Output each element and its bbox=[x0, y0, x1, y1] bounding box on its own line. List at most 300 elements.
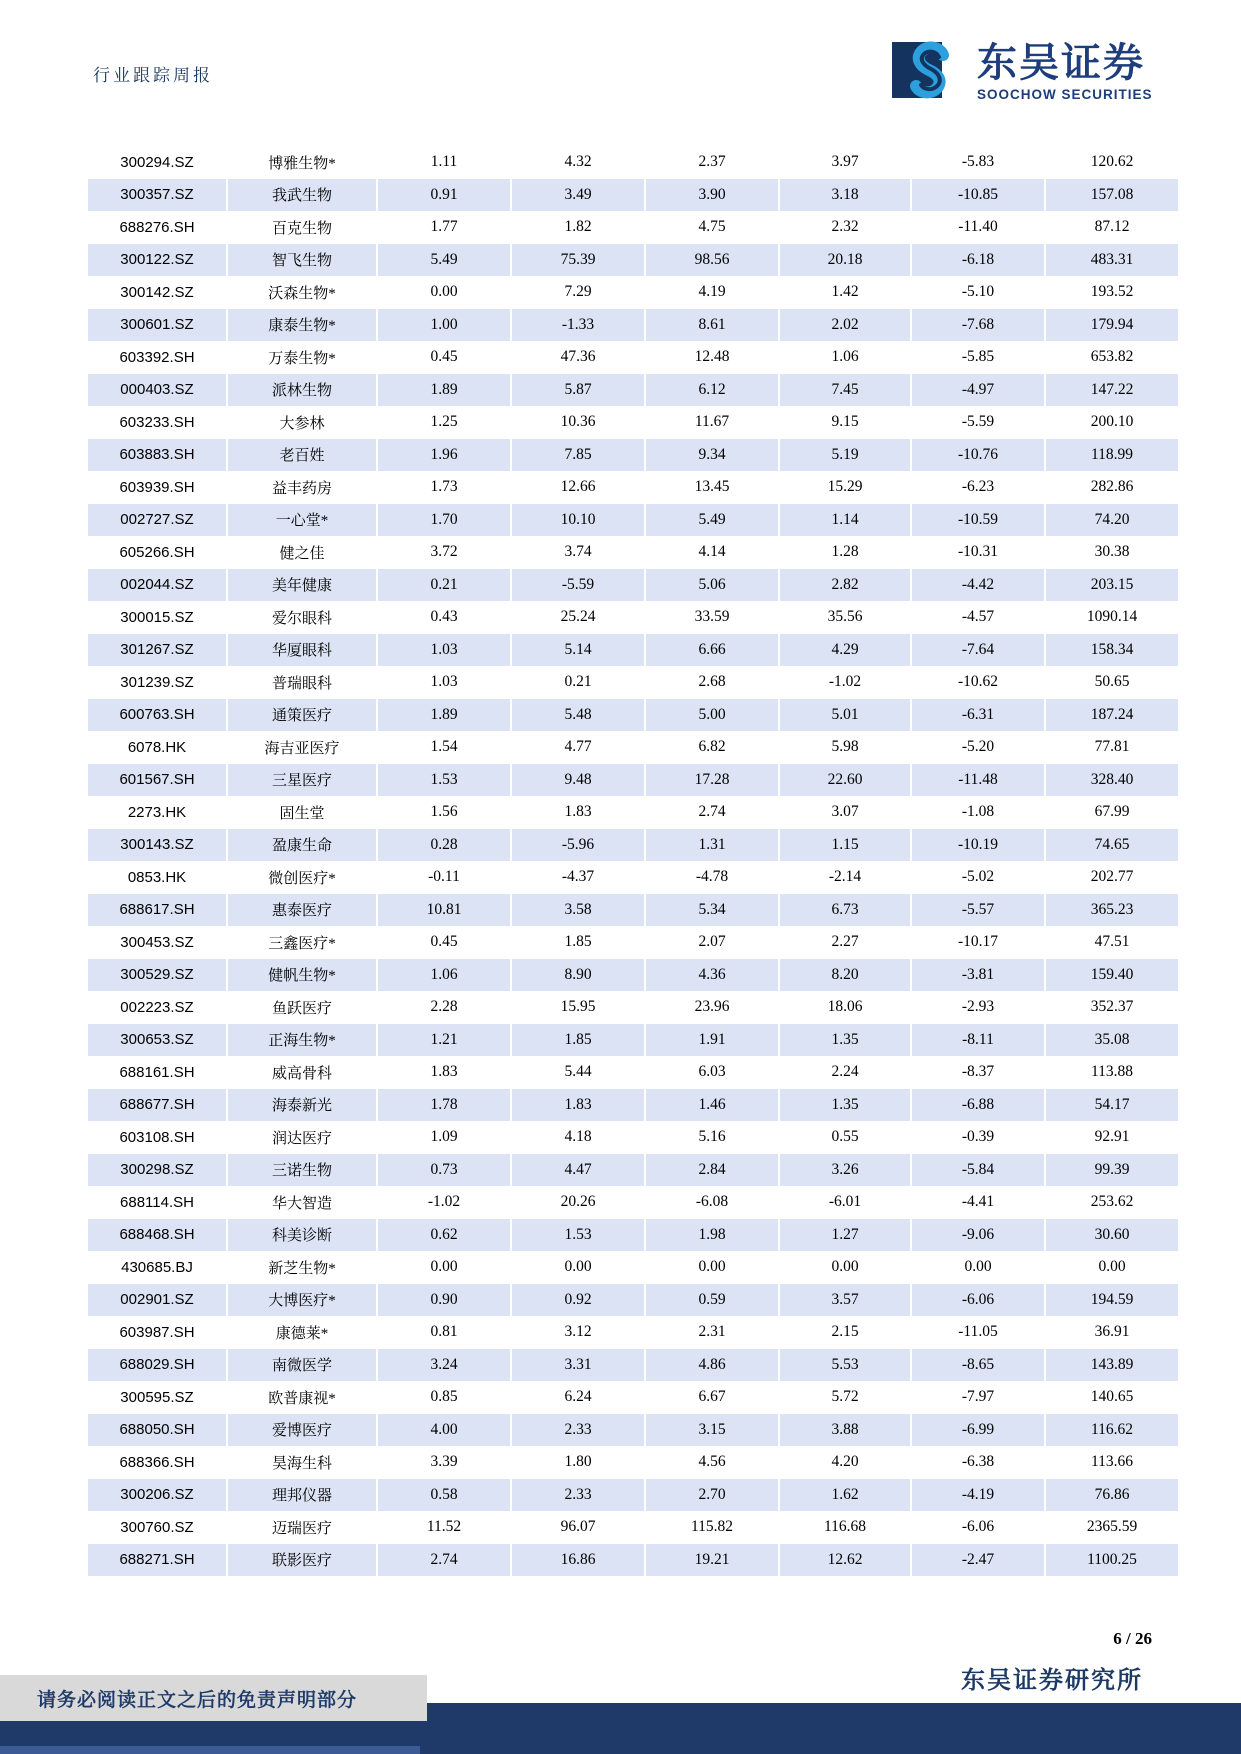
value-cell: 15.95 bbox=[512, 991, 646, 1024]
value-cell: 30.38 bbox=[1094, 543, 1130, 561]
table-row bbox=[88, 1024, 1178, 1057]
table-row bbox=[88, 666, 1178, 699]
value-cell: 2.15 bbox=[780, 1316, 912, 1349]
value-cell: 193.52 bbox=[1090, 283, 1134, 301]
stock-name-cell: 海吉亚医疗 bbox=[228, 731, 378, 764]
value-cell: 0.45 bbox=[378, 341, 512, 374]
table-row bbox=[88, 1154, 1178, 1187]
stock-code-cell: 300357.SZ bbox=[88, 179, 228, 212]
value-cell: 12.48 bbox=[646, 341, 780, 374]
value-cell: 0.00 bbox=[512, 1251, 646, 1284]
value-cell: 1.53 bbox=[512, 1219, 646, 1252]
stock-name-cell: 智飞生物 bbox=[228, 244, 378, 277]
value-cell: 74.20 bbox=[1046, 504, 1178, 537]
table-row bbox=[88, 569, 1178, 602]
value-cell: 4.00 bbox=[378, 1414, 512, 1447]
stock-name-cell: 科美诊断 bbox=[228, 1219, 378, 1252]
value-cell: 5.98 bbox=[780, 731, 912, 764]
value-cell: -4.78 bbox=[646, 861, 780, 894]
stock-name-cell: 盈康生命 bbox=[228, 829, 378, 862]
value-cell: -4.37 bbox=[512, 861, 646, 894]
value-cell: 0.00 bbox=[646, 1251, 780, 1284]
value-cell: 3.12 bbox=[512, 1316, 646, 1349]
value-cell: 17.28 bbox=[646, 764, 780, 797]
value-cell: 1.78 bbox=[378, 1089, 512, 1122]
value-cell: 0.00 bbox=[1098, 1258, 1126, 1276]
value-cell: 6.24 bbox=[512, 1381, 646, 1414]
table-row bbox=[88, 1446, 1178, 1479]
value-cell: 0.90 bbox=[378, 1284, 512, 1317]
value-cell: 0.59 bbox=[646, 1284, 780, 1317]
value-cell: 87.12 bbox=[1094, 218, 1130, 236]
stock-name-cell: 美年健康 bbox=[228, 569, 378, 602]
value-cell: 2.37 bbox=[646, 146, 780, 179]
value-cell: -5.20 bbox=[912, 731, 1046, 764]
stock-code-cell: 300453.SZ bbox=[88, 926, 228, 959]
value-cell: 352.37 bbox=[1090, 998, 1134, 1016]
stock-name-cell: 爱博医疗 bbox=[228, 1414, 378, 1447]
value-cell: 202.77 bbox=[1090, 868, 1134, 886]
value-cell: 483.31 bbox=[1046, 244, 1178, 277]
value-cell: -6.23 bbox=[912, 471, 1046, 504]
value-cell: 96.07 bbox=[512, 1511, 646, 1544]
table-row bbox=[88, 439, 1178, 472]
stock-code-cell: 300529.SZ bbox=[88, 959, 228, 992]
stock-name-cell: 普瑞眼科 bbox=[228, 666, 378, 699]
table-row bbox=[88, 1316, 1178, 1349]
stock-name-cell: 惠泰医疗 bbox=[228, 894, 378, 927]
value-cell: 0.85 bbox=[378, 1381, 512, 1414]
stock-name-cell: 健帆生物* bbox=[228, 959, 378, 992]
value-cell: 6.03 bbox=[646, 1056, 780, 1089]
value-cell: 0.45 bbox=[378, 926, 512, 959]
stock-code-cell: 430685.BJ bbox=[88, 1251, 228, 1284]
value-cell: 3.88 bbox=[780, 1414, 912, 1447]
value-cell: -10.76 bbox=[912, 439, 1046, 472]
value-cell: 3.58 bbox=[512, 894, 646, 927]
stock-name-cell: 理邦仪器 bbox=[228, 1479, 378, 1512]
table-row bbox=[88, 471, 1178, 504]
value-cell: 74.65 bbox=[1046, 829, 1178, 862]
value-cell: 3.07 bbox=[780, 796, 912, 829]
stock-code-cell: 000403.SZ bbox=[88, 374, 228, 407]
value-cell: 30.60 bbox=[1046, 1219, 1178, 1252]
value-cell: 1090.14 bbox=[1086, 608, 1138, 626]
value-cell: 4.19 bbox=[646, 276, 780, 309]
value-cell: 36.91 bbox=[1094, 1323, 1130, 1341]
stock-code-cell: 300294.SZ bbox=[88, 146, 228, 179]
value-cell: -4.41 bbox=[912, 1186, 1046, 1219]
value-cell: 1.62 bbox=[780, 1479, 912, 1512]
table-row bbox=[88, 211, 1178, 244]
stock-code-cell: 300206.SZ bbox=[88, 1479, 228, 1512]
value-cell: -5.59 bbox=[912, 406, 1046, 439]
value-cell: 2.74 bbox=[646, 796, 780, 829]
value-cell: 5.53 bbox=[780, 1349, 912, 1382]
stock-name-cell: 南微医学 bbox=[228, 1349, 378, 1382]
stock-code-cell: 688029.SH bbox=[88, 1349, 228, 1382]
value-cell: 1.70 bbox=[378, 504, 512, 537]
value-cell: -7.97 bbox=[912, 1381, 1046, 1414]
value-cell: -1.33 bbox=[512, 309, 646, 342]
stock-code-cell: 002901.SZ bbox=[88, 1284, 228, 1317]
table-row bbox=[88, 926, 1178, 959]
value-cell: 4.29 bbox=[780, 634, 912, 667]
value-cell: 50.65 bbox=[1094, 673, 1130, 691]
table-row bbox=[88, 504, 1178, 537]
value-cell: 10.81 bbox=[378, 894, 512, 927]
value-cell: 1.25 bbox=[378, 406, 512, 439]
value-cell: 4.14 bbox=[646, 536, 780, 569]
value-cell: -0.39 bbox=[912, 1121, 1046, 1154]
value-cell: 92.91 bbox=[1094, 1128, 1130, 1146]
value-cell: 140.65 bbox=[1090, 1388, 1134, 1406]
stock-code-cell: 300595.SZ bbox=[88, 1381, 228, 1414]
value-cell: 99.39 bbox=[1046, 1154, 1178, 1187]
stock-name-cell: 欧普康视* bbox=[228, 1381, 378, 1414]
table-row bbox=[88, 731, 1178, 764]
value-cell: 1.35 bbox=[780, 1089, 912, 1122]
value-cell: -10.19 bbox=[912, 829, 1046, 862]
value-cell: -5.85 bbox=[912, 341, 1046, 374]
stock-name-cell: 联影医疗 bbox=[228, 1544, 378, 1577]
value-cell: 5.19 bbox=[780, 439, 912, 472]
value-cell: 116.62 bbox=[1046, 1414, 1178, 1447]
value-cell: -10.17 bbox=[912, 926, 1046, 959]
value-cell: -6.88 bbox=[912, 1089, 1046, 1122]
stock-name-cell: 海泰新光 bbox=[228, 1089, 378, 1122]
value-cell: 1.09 bbox=[378, 1121, 512, 1154]
table-row bbox=[88, 1381, 1178, 1414]
stock-name-cell: 老百姓 bbox=[228, 439, 378, 472]
value-cell: 1.89 bbox=[378, 699, 512, 732]
value-cell: 0.43 bbox=[378, 601, 512, 634]
value-cell: 5.49 bbox=[646, 504, 780, 537]
stock-code-cell: 688276.SH bbox=[88, 211, 228, 244]
value-cell: 3.15 bbox=[646, 1414, 780, 1447]
value-cell: -8.37 bbox=[912, 1056, 1046, 1089]
stock-code-cell: 002727.SZ bbox=[88, 504, 228, 537]
value-cell: 115.82 bbox=[646, 1511, 780, 1544]
value-cell: 157.08 bbox=[1046, 179, 1178, 212]
value-cell: 7.45 bbox=[780, 374, 912, 407]
value-cell: 143.89 bbox=[1046, 1349, 1178, 1382]
value-cell: 4.36 bbox=[646, 959, 780, 992]
value-cell: 10.10 bbox=[512, 504, 646, 537]
value-cell: -2.93 bbox=[912, 991, 1046, 1024]
value-cell: 1.00 bbox=[378, 309, 512, 342]
value-cell: -1.02 bbox=[780, 666, 912, 699]
value-cell: 0.81 bbox=[378, 1316, 512, 1349]
table-row bbox=[88, 796, 1178, 829]
value-cell: 22.60 bbox=[780, 764, 912, 797]
value-cell: 2.27 bbox=[780, 926, 912, 959]
stock-name-cell: 三星医疗 bbox=[228, 764, 378, 797]
footer-bar-accent bbox=[0, 1746, 420, 1754]
stock-name-cell: 通策医疗 bbox=[228, 699, 378, 732]
value-cell: 0.91 bbox=[378, 179, 512, 212]
stock-name-cell: 爱尔眼科 bbox=[228, 601, 378, 634]
value-cell: 0.00 bbox=[780, 1251, 912, 1284]
value-cell: 2.28 bbox=[378, 991, 512, 1024]
value-cell: 3.18 bbox=[780, 179, 912, 212]
value-cell: 47.51 bbox=[1094, 933, 1130, 951]
value-cell: 1.42 bbox=[780, 276, 912, 309]
value-cell: 365.23 bbox=[1046, 894, 1178, 927]
value-cell: -4.57 bbox=[912, 601, 1046, 634]
value-cell: 1.54 bbox=[378, 731, 512, 764]
value-cell: 2.33 bbox=[512, 1414, 646, 1447]
value-cell: 6.73 bbox=[780, 894, 912, 927]
value-cell: 6.67 bbox=[646, 1381, 780, 1414]
value-cell: 5.72 bbox=[780, 1381, 912, 1414]
value-cell: 253.62 bbox=[1090, 1193, 1134, 1211]
table-row bbox=[88, 1186, 1178, 1219]
value-cell: 1.03 bbox=[378, 666, 512, 699]
stock-name-cell: 正海生物* bbox=[228, 1024, 378, 1057]
value-cell: 1.35 bbox=[780, 1024, 912, 1057]
value-cell: 9.15 bbox=[780, 406, 912, 439]
table-row bbox=[88, 1414, 1178, 1447]
stock-code-cell: 6078.HK bbox=[88, 731, 228, 764]
value-cell: 33.59 bbox=[646, 601, 780, 634]
stock-code-cell: 601567.SH bbox=[88, 764, 228, 797]
value-cell: -1.08 bbox=[912, 796, 1046, 829]
value-cell: -10.59 bbox=[912, 504, 1046, 537]
value-cell: 1.91 bbox=[646, 1024, 780, 1057]
table-row bbox=[88, 861, 1178, 894]
table-row bbox=[88, 1121, 1178, 1154]
brand-name-cn: 东吴证券 bbox=[977, 40, 1145, 85]
value-cell: 1.85 bbox=[512, 1024, 646, 1057]
stock-name-cell: 派林生物 bbox=[228, 374, 378, 407]
value-cell: -10.85 bbox=[912, 179, 1046, 212]
stock-name-cell: 迈瑞医疗 bbox=[228, 1511, 378, 1544]
value-cell: -8.11 bbox=[912, 1024, 1046, 1057]
value-cell: 1.11 bbox=[378, 146, 512, 179]
table-row bbox=[88, 1251, 1178, 1284]
table-row bbox=[88, 536, 1178, 569]
stock-code-cell: 603987.SH bbox=[88, 1316, 228, 1349]
stock-code-cell: 603883.SH bbox=[88, 439, 228, 472]
value-cell: 11.52 bbox=[378, 1511, 512, 1544]
value-cell: 9.34 bbox=[646, 439, 780, 472]
stock-name-cell: 康泰生物* bbox=[228, 309, 378, 342]
value-cell: 653.82 bbox=[1090, 348, 1134, 366]
value-cell: 8.20 bbox=[780, 959, 912, 992]
value-cell: 147.22 bbox=[1046, 374, 1178, 407]
value-cell: 1.21 bbox=[378, 1024, 512, 1057]
value-cell: 2.70 bbox=[646, 1479, 780, 1512]
value-cell: 76.86 bbox=[1046, 1479, 1178, 1512]
value-cell: 2.24 bbox=[780, 1056, 912, 1089]
value-cell: 2.68 bbox=[646, 666, 780, 699]
stock-code-cell: 300142.SZ bbox=[88, 276, 228, 309]
value-cell: 16.86 bbox=[512, 1544, 646, 1577]
value-cell: 2.31 bbox=[646, 1316, 780, 1349]
stock-name-cell: 一心堂* bbox=[228, 504, 378, 537]
value-cell: 4.77 bbox=[512, 731, 646, 764]
value-cell: 1.73 bbox=[378, 471, 512, 504]
stock-name-cell: 大参林 bbox=[228, 406, 378, 439]
value-cell: 159.40 bbox=[1046, 959, 1178, 992]
value-cell: 194.59 bbox=[1046, 1284, 1178, 1317]
value-cell: 1.14 bbox=[780, 504, 912, 537]
value-cell: 7.85 bbox=[512, 439, 646, 472]
table-row bbox=[88, 1219, 1178, 1252]
table-row bbox=[88, 179, 1178, 212]
value-cell: 8.90 bbox=[512, 959, 646, 992]
value-cell: 2.07 bbox=[646, 926, 780, 959]
value-cell: 15.29 bbox=[780, 471, 912, 504]
value-cell: -6.08 bbox=[646, 1186, 780, 1219]
stock-code-cell: 2273.HK bbox=[88, 796, 228, 829]
value-cell: 2365.59 bbox=[1086, 1518, 1138, 1536]
stock-code-cell: 603392.SH bbox=[88, 341, 228, 374]
value-cell: 0.21 bbox=[378, 569, 512, 602]
value-cell: 1.83 bbox=[512, 796, 646, 829]
value-cell: 35.56 bbox=[780, 601, 912, 634]
research-institute-label: 东吴证券研究所 bbox=[961, 1668, 1143, 1694]
value-cell: 3.49 bbox=[512, 179, 646, 212]
value-cell: 0.55 bbox=[780, 1121, 912, 1154]
page-number: 6 / 26 bbox=[1113, 1629, 1152, 1648]
stock-code-cell: 600763.SH bbox=[88, 699, 228, 732]
value-cell: 0.73 bbox=[378, 1154, 512, 1187]
value-cell: 12.66 bbox=[512, 471, 646, 504]
value-cell: 3.97 bbox=[780, 146, 912, 179]
disclaimer-text: 请务必阅读正文之后的免责声明部分 bbox=[37, 1689, 358, 1711]
value-cell: 120.62 bbox=[1090, 153, 1134, 171]
value-cell: 5.01 bbox=[780, 699, 912, 732]
stock-code-cell: 603108.SH bbox=[88, 1121, 228, 1154]
table-row bbox=[88, 309, 1178, 342]
value-cell: -5.57 bbox=[912, 894, 1046, 927]
value-cell: 25.24 bbox=[512, 601, 646, 634]
stock-code-cell: 603233.SH bbox=[88, 406, 228, 439]
stock-code-cell: 688366.SH bbox=[88, 1446, 228, 1479]
stock-name-cell: 百克生物 bbox=[228, 211, 378, 244]
value-cell: 0.28 bbox=[378, 829, 512, 862]
value-cell: 3.24 bbox=[378, 1349, 512, 1382]
value-cell: 1.03 bbox=[378, 634, 512, 667]
value-cell: -4.97 bbox=[912, 374, 1046, 407]
value-cell: 20.18 bbox=[780, 244, 912, 277]
table-row bbox=[88, 1056, 1178, 1089]
value-cell: -10.31 bbox=[912, 536, 1046, 569]
stock-name-cell: 鱼跃医疗 bbox=[228, 991, 378, 1024]
value-cell: 4.20 bbox=[780, 1446, 912, 1479]
value-cell: 1.83 bbox=[378, 1056, 512, 1089]
table-row bbox=[88, 146, 1178, 179]
stock-name-cell: 昊海生科 bbox=[228, 1446, 378, 1479]
value-cell: 7.29 bbox=[512, 276, 646, 309]
value-cell: 75.39 bbox=[512, 244, 646, 277]
value-cell: -11.40 bbox=[912, 211, 1046, 244]
stock-name-cell: 万泰生物* bbox=[228, 341, 378, 374]
value-cell: 2.33 bbox=[512, 1479, 646, 1512]
value-cell: 23.96 bbox=[646, 991, 780, 1024]
stock-name-cell: 华大智造 bbox=[228, 1186, 378, 1219]
value-cell: -4.42 bbox=[912, 569, 1046, 602]
stock-name-cell: 三鑫医疗* bbox=[228, 926, 378, 959]
table-row bbox=[88, 829, 1178, 862]
value-cell: 5.48 bbox=[512, 699, 646, 732]
value-cell: 77.81 bbox=[1094, 738, 1130, 756]
value-cell: -6.99 bbox=[912, 1414, 1046, 1447]
table-row bbox=[88, 406, 1178, 439]
value-cell: 282.86 bbox=[1090, 478, 1134, 496]
value-cell: 0.62 bbox=[378, 1219, 512, 1252]
stock-code-cell: 688617.SH bbox=[88, 894, 228, 927]
stock-code-cell: 300122.SZ bbox=[88, 244, 228, 277]
table-row bbox=[88, 1284, 1178, 1317]
value-cell: 5.44 bbox=[512, 1056, 646, 1089]
stock-code-cell: 301267.SZ bbox=[88, 634, 228, 667]
value-cell: 9.48 bbox=[512, 764, 646, 797]
value-cell: 3.57 bbox=[780, 1284, 912, 1317]
value-cell: -0.11 bbox=[378, 861, 512, 894]
table-row bbox=[88, 276, 1178, 309]
table-row bbox=[88, 374, 1178, 407]
table-row bbox=[88, 1479, 1178, 1512]
stock-name-cell: 润达医疗 bbox=[228, 1121, 378, 1154]
table-row bbox=[88, 1089, 1178, 1122]
value-cell: 2.82 bbox=[780, 569, 912, 602]
value-cell: 5.14 bbox=[512, 634, 646, 667]
stock-name-cell: 大博医疗* bbox=[228, 1284, 378, 1317]
value-cell: 3.39 bbox=[378, 1446, 512, 1479]
value-cell: 158.34 bbox=[1046, 634, 1178, 667]
stock-name-cell: 新芝生物* bbox=[228, 1251, 378, 1284]
value-cell: 0.00 bbox=[378, 1251, 512, 1284]
value-cell: -5.84 bbox=[912, 1154, 1046, 1187]
value-cell: 118.99 bbox=[1046, 439, 1178, 472]
stock-name-cell: 华厦眼科 bbox=[228, 634, 378, 667]
table-row bbox=[88, 341, 1178, 374]
value-cell: 1.15 bbox=[780, 829, 912, 862]
value-cell: 200.10 bbox=[1090, 413, 1134, 431]
table-row bbox=[88, 1349, 1178, 1382]
disclaimer-box bbox=[0, 1675, 427, 1721]
table-row bbox=[88, 244, 1178, 277]
value-cell: 3.90 bbox=[646, 179, 780, 212]
value-cell: -2.47 bbox=[912, 1544, 1046, 1577]
stock-name-cell: 固生堂 bbox=[228, 796, 378, 829]
value-cell: 0.92 bbox=[512, 1284, 646, 1317]
value-cell: 2.02 bbox=[780, 309, 912, 342]
stock-table bbox=[88, 146, 1178, 1576]
stock-name-cell: 康德莱* bbox=[228, 1316, 378, 1349]
value-cell: 54.17 bbox=[1046, 1089, 1178, 1122]
value-cell: 3.26 bbox=[780, 1154, 912, 1187]
value-cell: 1.27 bbox=[780, 1219, 912, 1252]
value-cell: 13.45 bbox=[646, 471, 780, 504]
soochow-s-mark-icon bbox=[892, 40, 964, 100]
stock-code-cell: 688677.SH bbox=[88, 1089, 228, 1122]
stock-code-cell: 688468.SH bbox=[88, 1219, 228, 1252]
value-cell: 0.00 bbox=[912, 1251, 1046, 1284]
table-row bbox=[88, 764, 1178, 797]
value-cell: 113.66 bbox=[1090, 1453, 1134, 1471]
stock-code-cell: 605266.SH bbox=[88, 536, 228, 569]
value-cell: 5.34 bbox=[646, 894, 780, 927]
logo-text bbox=[977, 40, 1153, 102]
stock-name-cell: 我武生物 bbox=[228, 179, 378, 212]
value-cell: 4.56 bbox=[646, 1446, 780, 1479]
stock-code-cell: 300298.SZ bbox=[88, 1154, 228, 1187]
stock-name-cell: 微创医疗* bbox=[228, 861, 378, 894]
